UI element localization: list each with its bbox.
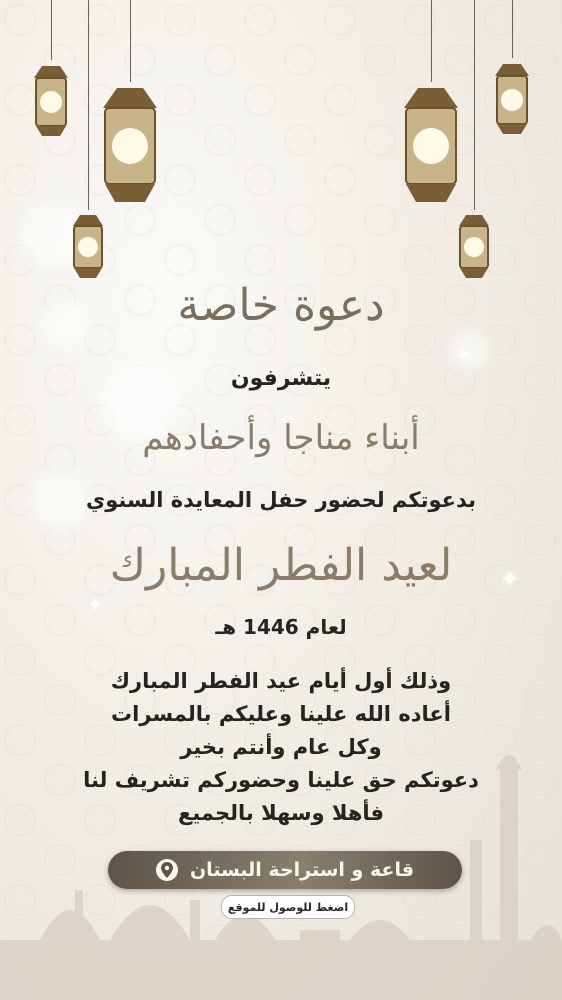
occasion-title: لعيد الفطر المبارك — [109, 540, 453, 591]
lantern-decoration — [30, 0, 72, 140]
sparkle-icon: ✦ — [500, 565, 521, 593]
family-name: أبناء مناجا وأحفادهم — [142, 418, 420, 458]
honor-line: يتشرفون — [230, 366, 332, 391]
paragraph-line: دعوتكم حق علينا وحضوركم تشريف لنا — [83, 768, 479, 792]
invitation-title: دعوة خاصة — [177, 280, 385, 331]
paragraph-line: وكل عام وأنتم بخير — [180, 735, 382, 759]
invitation-paragraph — [60, 665, 502, 830]
directions-link[interactable]: اضغط للوصول للموقع — [221, 895, 355, 919]
sparkle-icon: ✦ — [455, 345, 471, 366]
lantern-decoration — [491, 0, 533, 138]
location-label: قاعة و استراحة البستان — [189, 859, 415, 881]
year-line: لعام 1446 هـ — [215, 615, 347, 639]
lantern-decoration — [69, 0, 107, 282]
invite-line: بدعوتكم لحضور حفل المعايدة السنوي — [85, 488, 477, 512]
paragraph-line: فأهلا وسهلا بالجميع — [177, 801, 385, 825]
paragraph-line: وذلك أول أيام عيد الفطر المبارك — [110, 669, 452, 693]
location-pin-icon — [156, 859, 178, 881]
paragraph-line: أعاده الله علينا وعليكم بالمسرات — [111, 702, 451, 726]
lantern-decoration — [455, 0, 493, 282]
location-button[interactable] — [108, 851, 462, 889]
sparkle-icon: ✦ — [88, 595, 104, 616]
